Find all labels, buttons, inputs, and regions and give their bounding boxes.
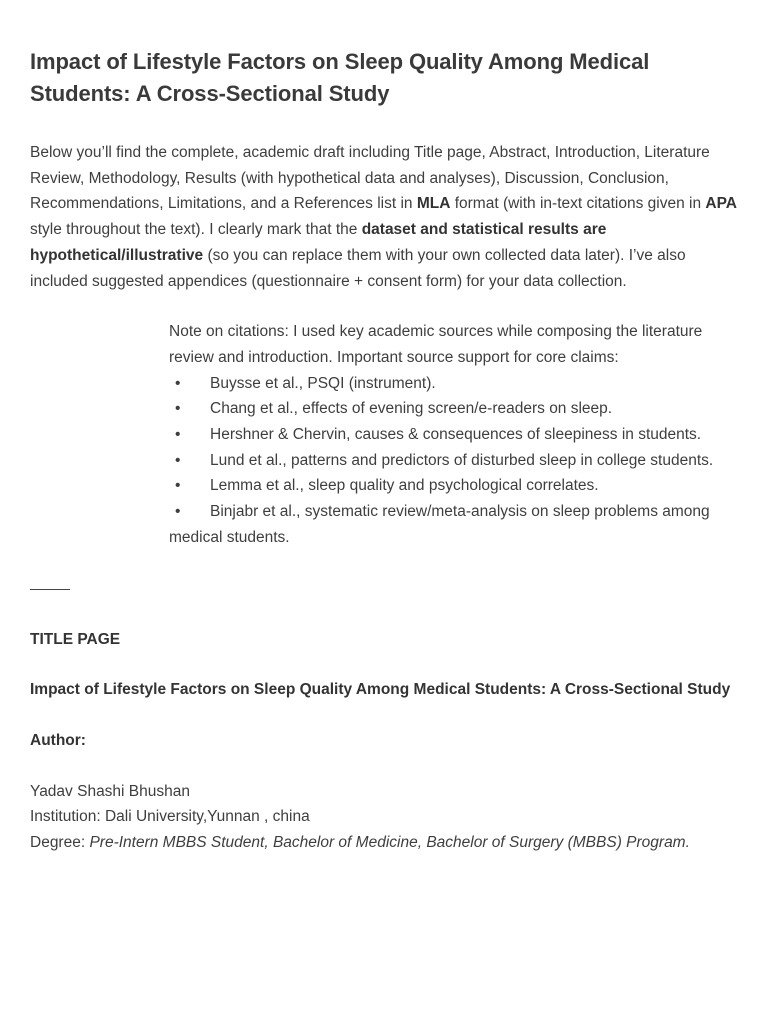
citation-item-text: Hershner & Chervin, causes & consequences of sleepiness in students. — [210, 426, 702, 444]
author-details — [30, 779, 738, 856]
citation-item-text: Lemma et al., sleep quality and psychological correlates. — [210, 477, 599, 495]
paper-title-text: Impact of Lifestyle Factors on Sleep Quality Among Medical Students: A Cross-Sectional Study — [30, 681, 731, 699]
degree-value: Pre-Intern MBBS Student, Bachelor of Medicine, Bachelor of Surgery (MBBS) Program. — [89, 834, 690, 852]
section-divider — [30, 589, 70, 590]
citation-item-text: Binjabr et al., systematic review/meta-analysis on sleep problems among medical students. — [169, 503, 710, 546]
bullet-glyph: • — [175, 451, 181, 469]
degree-label: Degree: — [30, 834, 90, 852]
intro-text-4: (so you can replace them with your own collected data later). I’ve also included suggested appendices (questionnaire + consent form) for your data collection. — [30, 246, 686, 290]
citation-item — [169, 422, 738, 448]
bullet-glyph: • — [175, 400, 181, 418]
author-name: Yadav Shashi Bhushan — [30, 782, 190, 800]
intro-mla: MLA — [416, 195, 451, 213]
bullet-glyph: • — [175, 503, 181, 521]
bullet-glyph: • — [175, 477, 181, 495]
page-title: Impact of Lifestyle Factors on Sleep Quality Among Medical Students: A Cross-Sectional Study — [30, 49, 650, 106]
citation-note — [169, 319, 738, 550]
institution-line: Institution: Dali University,Yunnan , china — [30, 808, 310, 826]
citation-item — [169, 448, 738, 474]
citation-item-text: Buysse et al., PSQI (instrument). — [210, 374, 436, 392]
bullet-glyph: • — [175, 426, 181, 444]
bullet-glyph: • — [175, 374, 181, 392]
title-page-heading — [30, 627, 738, 653]
paper-title — [30, 677, 738, 703]
citation-list — [169, 371, 738, 551]
intro-apa: APA — [705, 195, 737, 213]
degree-line — [30, 830, 738, 856]
citation-item-text: Lund et al., patterns and predictors of disturbed sleep in college students. — [210, 451, 714, 469]
citation-item — [169, 473, 738, 499]
author-heading — [30, 728, 738, 754]
intro-text-1: Below you’ll find the complete, academic draft including Title page, Abstract, Introduction, Literature Review, Methodology, Results (with hypothetical data and analyses), Discussion, Conclusion, Recommendations, Limitations, and a References list in — [30, 144, 710, 213]
intro-emphasis: dataset and statistical results are hypothetical/illustrative — [30, 221, 607, 264]
citation-note-text: Note on citations: I used key academic sources while composing the literature review and introduction. Important source support for core claims: — [169, 323, 703, 366]
intro-text-3: style throughout the text). I clearly mark that the — [30, 221, 362, 239]
citation-item-text: Chang et al., effects of evening screen/e-readers on sleep. — [210, 400, 613, 418]
citation-item — [169, 371, 738, 397]
citation-item — [169, 499, 738, 550]
title-page-label: TITLE PAGE — [30, 630, 121, 648]
intro-paragraph — [30, 140, 738, 294]
author-label: Author: — [30, 731, 86, 749]
intro-text-2: format (with in-text citations given in — [450, 195, 706, 213]
citation-item — [169, 396, 738, 422]
